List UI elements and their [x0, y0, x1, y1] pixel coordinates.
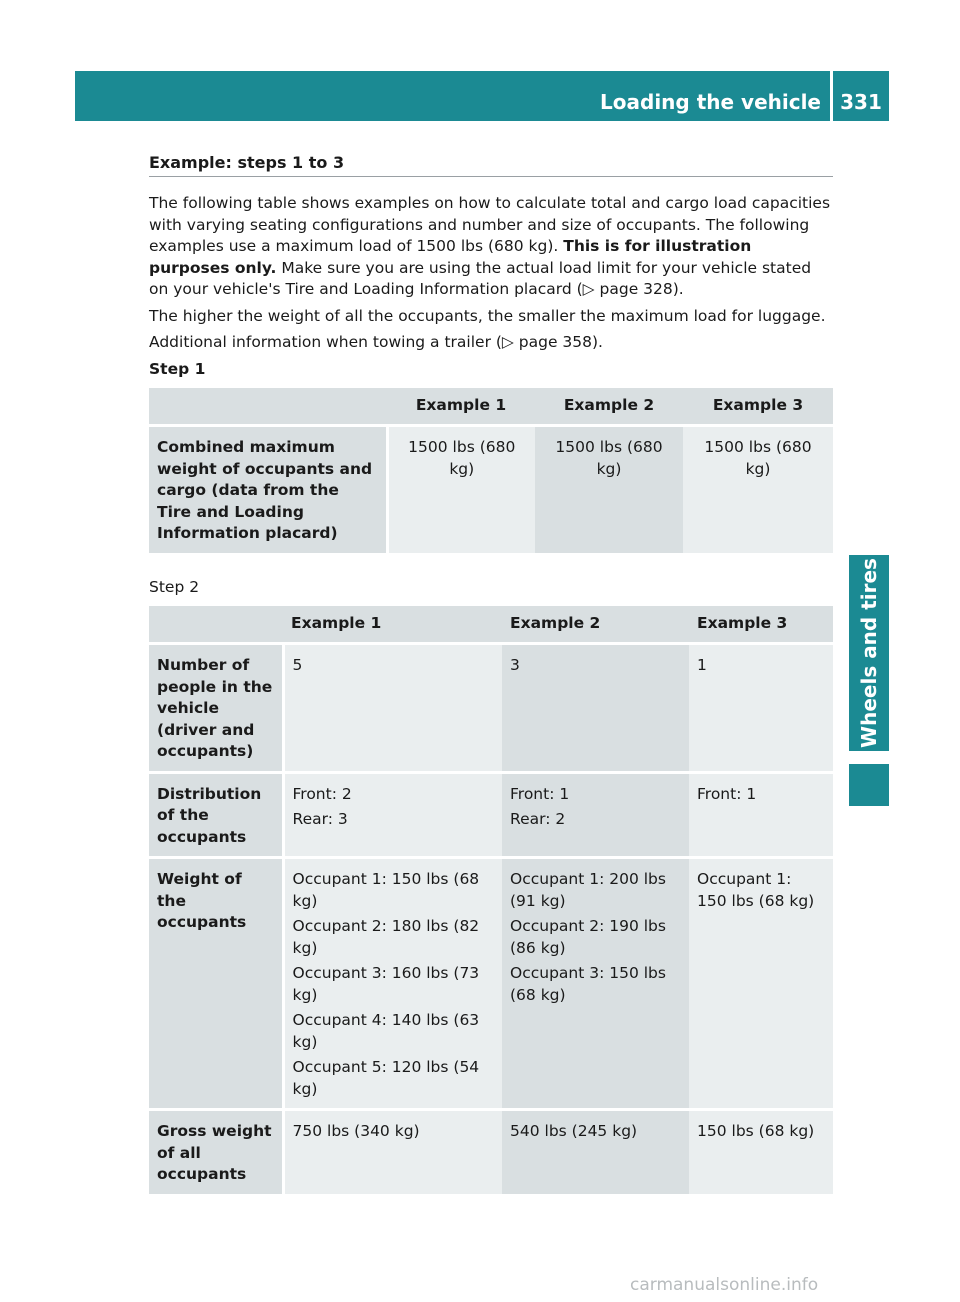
cell-line: Occupant 1: 150 lbs (68 kg)	[292, 870, 480, 910]
column-header: Example 2	[502, 606, 689, 644]
cell-line: 750 lbs (340 kg)	[292, 1122, 420, 1140]
page-content	[149, 153, 833, 1194]
intro-text: The following table shows examples on how to calculate total and cargo load capacities with varying seating configurations and number and size of occupants. The following examples use a maximum load of 1500 lbs (680 kg).	[149, 194, 831, 255]
towing-note	[149, 332, 833, 354]
step2-body	[149, 644, 833, 1194]
row-label: Weight of the occupants	[149, 858, 283, 1110]
table-cell	[689, 644, 833, 773]
intro-emphasis: This is for illustration purposes only.	[149, 237, 752, 277]
column-header: Example 2	[535, 388, 683, 426]
cell-line: Occupant 3: 150 lbs (68 kg)	[510, 964, 666, 1004]
row-label: Combined maximum weight of occupants and cargo (data from the Tire and Loading Information placard)	[149, 426, 387, 553]
table-row	[149, 1110, 833, 1194]
table-cell	[283, 858, 502, 1110]
step2-table	[149, 606, 833, 1194]
intro-text: Make sure you are using the actual load limit for your vehicle stated on your vehicle's Tire and Loading Information placard (	[149, 258, 812, 298]
cell-line: 150 lbs (68 kg)	[697, 1122, 815, 1140]
side-tab-square	[849, 764, 889, 806]
table-cell	[502, 858, 689, 1110]
cell-line: Front: 1	[510, 784, 570, 803]
row-label: Gross weight of all occupants	[149, 1110, 283, 1194]
row-label: Number of people in the vehicle (driver and occupants)	[149, 644, 283, 773]
table-header-row	[149, 606, 833, 644]
page-ref-link[interactable]: page 358).	[513, 333, 603, 351]
cell-line: Rear: 2	[510, 810, 566, 828]
table-cell: 1500 lbs (680 kg)	[387, 426, 535, 553]
table-cell: 1500 lbs (680 kg)	[683, 426, 833, 553]
table-corner	[149, 606, 283, 644]
cell-line: Occupant 1: 150 lbs (68 kg)	[697, 870, 815, 910]
table-cell	[502, 644, 689, 773]
table-header-row	[149, 388, 833, 426]
table-cell	[689, 858, 833, 1110]
cell-line: Front: 1	[697, 784, 757, 803]
table-row	[149, 426, 833, 553]
header-bar	[75, 71, 889, 121]
step1-label: Step 1	[149, 359, 206, 378]
luggage-note: The higher the weight of all the occupants, the smaller the maximum load for luggage.	[149, 306, 826, 325]
table-cell	[283, 1110, 502, 1194]
page-number: 331	[840, 90, 882, 114]
column-header: Example 3	[689, 606, 833, 644]
cell-line: 1	[697, 656, 707, 674]
side-tab	[849, 555, 889, 751]
intro-paragraph	[149, 193, 833, 301]
table-cell	[283, 644, 502, 773]
cell-line: Occupant 2: 190 lbs (86 kg)	[510, 917, 666, 957]
table-row	[149, 772, 833, 858]
table-cell	[689, 1110, 833, 1194]
section-heading: Example: steps 1 to 3	[149, 153, 833, 177]
cell-line: Occupant 1: 200 lbs (91 kg)	[510, 870, 666, 910]
towing-text: Additional information when towing a trailer (	[149, 333, 502, 351]
step2-label: Step 2	[149, 577, 200, 596]
cell-line: 5	[292, 656, 303, 674]
table-cell	[502, 772, 689, 858]
cell-line: Occupant 2: 180 lbs (82 kg)	[292, 917, 480, 957]
column-header: Example 1	[387, 388, 535, 426]
table-cell: 1500 lbs (680 kg)	[535, 426, 683, 553]
chapter-title: Loading the vehicle	[600, 90, 821, 114]
cell-line: Occupant 3: 160 lbs (73 kg)	[292, 964, 480, 1004]
cell-line: Front: 2	[292, 784, 352, 803]
table-row	[149, 644, 833, 773]
cell-line: Occupant 4: 140 lbs (63 kg)	[292, 1011, 480, 1051]
page-ref-arrow-icon: ▷	[582, 280, 595, 298]
row-label: Distribution of the occupants	[149, 772, 283, 858]
cell-line: 540 lbs (245 kg)	[510, 1122, 638, 1140]
column-header: Example 1	[283, 606, 502, 644]
table-row	[149, 858, 833, 1110]
cell-line: 3	[510, 656, 520, 674]
page-ref-link[interactable]: page 328).	[594, 280, 684, 298]
table-cell	[502, 1110, 689, 1194]
step1-table	[149, 388, 833, 553]
page-ref-arrow-icon: ▷	[501, 333, 514, 351]
side-tab-label: Wheels and tires	[857, 558, 881, 748]
table-cell	[689, 772, 833, 858]
column-header: Example 3	[683, 388, 833, 426]
cell-line: Occupant 5: 120 lbs (54 kg)	[292, 1058, 480, 1098]
cell-line: Rear: 3	[292, 810, 348, 828]
watermark: carmanualsonline.info	[630, 1275, 819, 1295]
table-cell	[283, 772, 502, 858]
table-corner	[149, 388, 387, 426]
